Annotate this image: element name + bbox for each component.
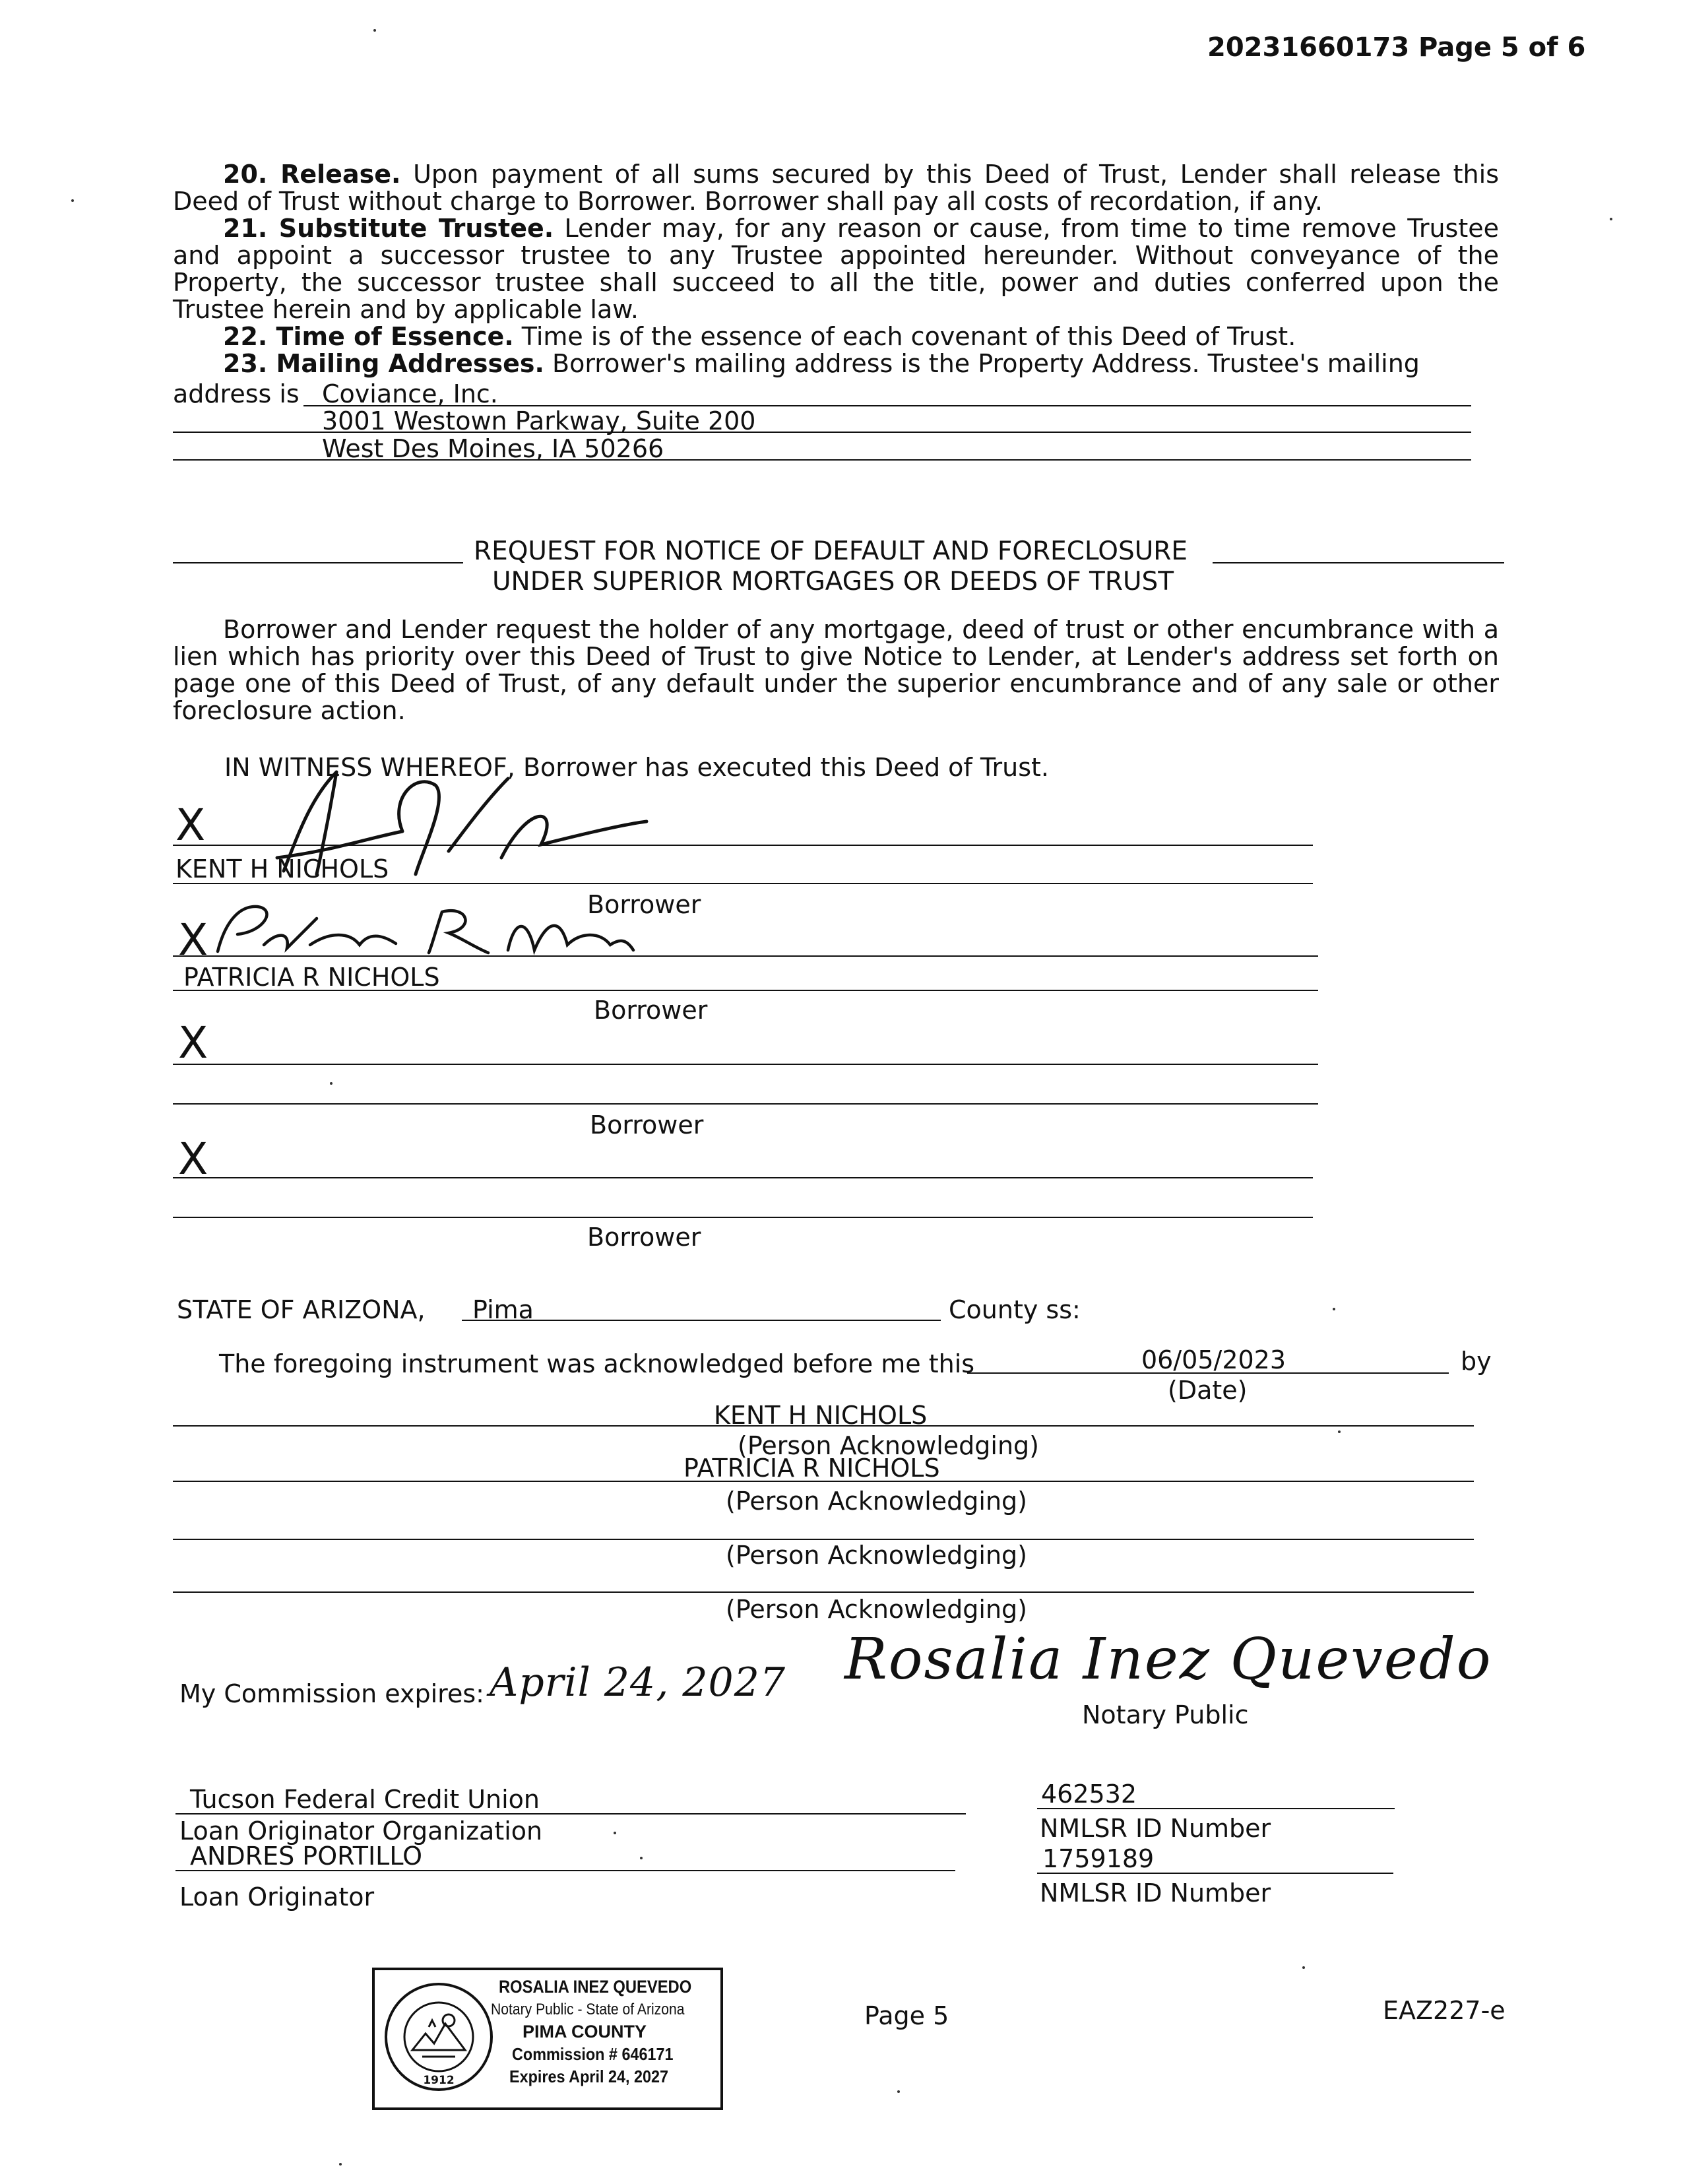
seal-notary-title: Notary Public - State of Arizona — [491, 2001, 685, 2018]
title-rule-left — [173, 562, 463, 563]
date-label: (Date) — [1168, 1376, 1248, 1405]
scan-speck — [339, 2163, 342, 2166]
scan-speck — [614, 1832, 616, 1834]
scan-speck — [1338, 1430, 1341, 1433]
name-line-3 — [173, 1103, 1318, 1105]
scan-speck — [1302, 1966, 1305, 1969]
scan-speck — [640, 1857, 643, 1859]
person-label-1: (Person Acknowledging) — [738, 1431, 1040, 1460]
section-22-text: Time is of the essence of each covenant of this Deed of Trust. — [513, 322, 1296, 351]
x-mark-1: X — [175, 800, 206, 851]
scan-speck — [330, 1082, 333, 1085]
section-21-text: Lender may, for any reason or cause, from time to time remove Trustee and appoint a successor trustee to any Trustee appointed hereunder. Without conveyance of the Property, the successor trustee shall succeed to all the title, power and duties conferred upon the Trustee herein and by applicable law. — [173, 214, 1499, 324]
organization-nmlsr-label: NMLSR ID Number — [1040, 1814, 1271, 1843]
section-23-heading: 23. Mailing Addresses. — [223, 349, 544, 378]
person-line-1 — [173, 1425, 1474, 1427]
patricia-nichols-signature — [205, 892, 640, 965]
form-code: EAZ227-e — [1383, 1996, 1506, 2025]
county-line — [462, 1320, 941, 1321]
originator-organization: Tucson Federal Credit Union — [175, 1787, 966, 1815]
section-22-heading: 22. Time of Essence. — [223, 322, 514, 351]
borrower-label-2: Borrower — [594, 996, 708, 1025]
notary-seal-stamp — [372, 1968, 723, 2110]
state-label: STATE OF ARIZONA, — [177, 1295, 426, 1324]
person-label-4: (Person Acknowledging) — [726, 1595, 1028, 1624]
section-20 — [173, 161, 1499, 215]
request-body — [173, 616, 1499, 724]
seal-emblem-year: 1912 — [423, 2074, 455, 2087]
person-line-2 — [173, 1481, 1474, 1482]
by-label: by — [1461, 1347, 1492, 1376]
notary-signature: Rosalia Inez Quevedo — [844, 1626, 1492, 1692]
county-ss-label: County ss: — [949, 1295, 1081, 1324]
commission-label: My Commission expires: — [179, 1679, 484, 1708]
section-20-heading: 20. Release. — [223, 160, 401, 189]
title-rule-right — [1213, 562, 1504, 563]
originator-organization-label: Loan Originator Organization — [179, 1816, 543, 1846]
section-20-text: Upon payment of all sums secured by this Deed of Trust, Lender shall release this Deed of Trust without charge to Borrower. Borrower shall pay all costs of recordation, if any. — [173, 160, 1499, 216]
section-23 — [173, 350, 1499, 377]
witness-statement: IN WITNESS WHEREOF, Borrower has executed this Deed of Trust. — [224, 753, 1049, 782]
acknowledging-person-1: KENT H NICHOLS — [714, 1401, 928, 1430]
x-mark-4: X — [178, 1134, 208, 1184]
scan-speck — [1333, 1308, 1335, 1310]
footer-page-number: Page 5 — [864, 2001, 949, 2030]
date-line — [967, 1372, 1449, 1374]
section-22 — [173, 323, 1499, 350]
x-mark-2: X — [178, 915, 208, 965]
person-label-3: (Person Acknowledging) — [726, 1541, 1028, 1570]
seal-notary-name: ROSALIA INEZ QUEVEDO — [499, 1977, 692, 1997]
x-mark-3: X — [178, 1017, 208, 1068]
scan-speck — [71, 199, 74, 202]
section-21-heading: 21. Substitute Trustee. — [223, 214, 554, 243]
loan-originator-label: Loan Originator — [179, 1882, 375, 1911]
originator-nmlsr-id: 1759189 — [1037, 1846, 1393, 1874]
borrower-label-1: Borrower — [587, 890, 701, 919]
borrower-name-2: PATRICIA R NICHOLS — [183, 963, 440, 992]
section-21 — [173, 215, 1499, 323]
trustee-address-prefix: address is — [173, 379, 300, 408]
page-indicator: Page 5 of 6 — [1418, 32, 1586, 63]
request-body-text: Borrower and Lender request the holder of any mortgage, deed of trust or other encumbrance with a lien which has priority over this Deed of Trust to give Notice to Lender, at Lender's address set forth on page one of this Deed of Trust, of any default under the superior encumbrance and of any sale or other foreclosure action. — [173, 615, 1499, 725]
person-label-2: (Person Acknowledging) — [726, 1487, 1028, 1516]
scan-speck — [1610, 218, 1612, 220]
notary-public-label: Notary Public — [1082, 1700, 1249, 1729]
scan-speck — [897, 2090, 900, 2093]
seal-county: PIMA COUNTY — [523, 2022, 647, 2041]
request-title-line1: REQUEST FOR NOTICE OF DEFAULT AND FORECLOSURE — [474, 536, 1188, 566]
trustee-address-line1: Coviance, Inc. — [322, 379, 498, 408]
acknowledged-text: The foregoing instrument was acknowledged before me this — [219, 1349, 975, 1378]
trustee-address-line3: West Des Moines, IA 50266 — [322, 434, 664, 463]
county-name: Pima — [472, 1295, 534, 1324]
borrower-label-4: Borrower — [587, 1223, 701, 1252]
seal-expiration: Expires April 24, 2027 — [509, 2067, 669, 2086]
acknowledged-date: 06/05/2023 — [1141, 1345, 1286, 1374]
arizona-state-seal-emblem — [383, 1981, 495, 2093]
loan-originator-name: ANDRES PORTILLO — [175, 1844, 955, 1871]
document-number: 20231660173 — [1207, 32, 1410, 63]
section-23-text: Borrower's mailing address is the Property Address. Trustee's mailing — [544, 349, 1420, 378]
borrower-label-3: Borrower — [590, 1110, 704, 1140]
borrower-name-1: KENT H NICHOLS — [175, 854, 389, 883]
signature-line-1 — [173, 845, 1313, 846]
trustee-address-line2: 3001 Westown Parkway, Suite 200 — [322, 406, 756, 435]
acknowledging-person-2: PATRICIA R NICHOLS — [683, 1454, 940, 1483]
commission-expiry-handwritten: April 24, 2027 — [490, 1659, 786, 1706]
originator-nmlsr-label: NMLSR ID Number — [1040, 1879, 1271, 1908]
person-line-3 — [173, 1539, 1474, 1540]
request-title-line2: UNDER SUPERIOR MORTGAGES OR DEEDS OF TRUST — [492, 567, 1174, 596]
seal-commission-number: Commission # 646171 — [512, 2044, 674, 2064]
signature-line-3 — [173, 1064, 1318, 1065]
name-line-1 — [173, 883, 1313, 884]
address-rule-3 — [173, 459, 1471, 461]
signature-line-2 — [173, 955, 1318, 957]
scan-speck — [373, 29, 376, 32]
signature-line-4 — [173, 1177, 1313, 1178]
address-rule-2 — [173, 432, 1471, 433]
name-line-2 — [173, 990, 1318, 991]
name-line-4 — [173, 1217, 1313, 1218]
person-line-4 — [173, 1591, 1474, 1593]
organization-nmlsr-id: 462532 — [1037, 1782, 1395, 1809]
